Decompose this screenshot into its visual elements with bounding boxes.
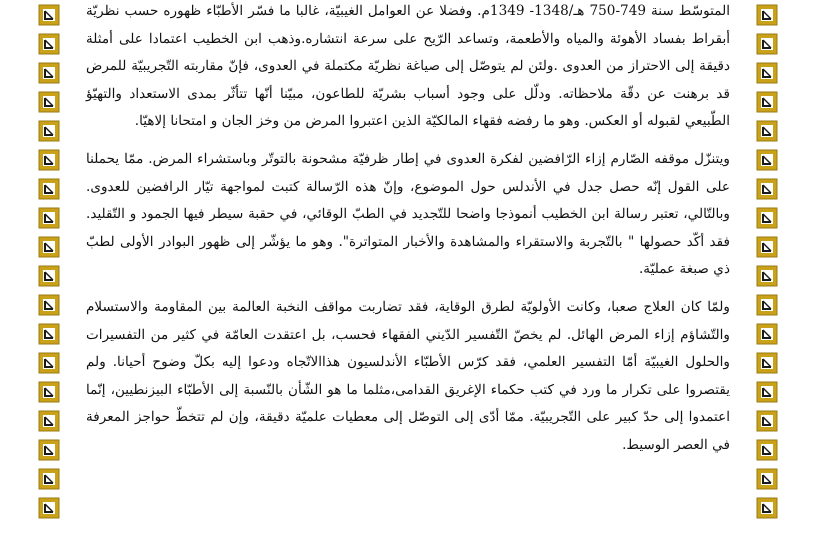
document-body bbox=[86, 0, 730, 470]
gold-square-corner-ornament-icon bbox=[756, 265, 778, 287]
gold-square-corner-ornament-icon bbox=[756, 236, 778, 258]
gold-square-corner-ornament-icon bbox=[756, 439, 778, 461]
gold-square-corner-ornament-icon bbox=[38, 381, 60, 403]
gold-square-corner-ornament-icon bbox=[756, 352, 778, 374]
gold-square-corner-ornament-icon bbox=[756, 120, 778, 142]
gold-square-corner-ornament-icon bbox=[756, 294, 778, 316]
gold-square-corner-ornament-icon bbox=[38, 178, 60, 200]
paragraph-1: المتوسّط سنة 749-750 هـ/1348- 1349م. وفضلا عن العوامل الغيبيّة، غالبا ما فسّر الأطبّاء ظهوره حسب نظريّة أبقراط بفساد الأهوئة والمياه والأطعمة، وتساعد الرّيح على سرعة انتشاره.وذهب ابن الخطيب اعتمادا على أمثلة دقيقة إلى الاحتراز من العدوى .ولئن لم يتوصّل إلى صياغة نظريّة مكتملة في العدوى، فإنّ مقاربته التّجريبيّة للمرض قد برهنت عن دقّة ملاحظاته. ودلّل على وجود أسباب بشريّة للطاعون، مبيّنا أنّها تتأثّر بمدى الاستعداد والتهيّؤ الطّبيعي لقبوله أو العكس. وهو ما رفضه فقهاء المالكيّة الذين اعتبروا المرض من وخز الجان و امتحانا إلاهيّا. bbox=[86, 3, 730, 130]
gold-square-corner-ornament-icon bbox=[38, 236, 60, 258]
gold-square-corner-ornament-icon bbox=[38, 323, 60, 345]
gold-square-corner-ornament-icon bbox=[38, 352, 60, 374]
paragraph-3: ولمّا كان العلاج صعبا، وكانت الأولويّة لطرق الوقاية، فقد تضاربت مواقف النخبة العالمة بين المقاومة والاستسلام والتّشاؤم إزاء المرض الهائل. لم يخصّ التّفسير الدّيني الفقهاء فحسب، بل اعتقدت العامّة في كثير من التفسيرات والحلول الغيبيّة أمّا التفسير العلمي، فقد كرّس الأطبّاء الأندلسيون هذاالاتّجاه ودعوا إليه بكلّ وضوح أحيانا. ولم يقتصروا على تكرار ما ورد في كتب حكماء الإغريق القدامى،مثلما ما هو الشّأن بالنّسبة إلى الأطبّاء البيزنطيين، إنّما اعتمدوا إلى حدّ كبير على التّجريبيّة. ممّا أدّى إلى التوصّل إلى معطيات علميّة دقيقة، وإن لم تتخطّ حواجز المعرفة في العصر الوسيط. bbox=[86, 298, 730, 453]
gold-square-corner-ornament-icon bbox=[38, 120, 60, 142]
gold-square-corner-ornament-icon bbox=[38, 410, 60, 432]
gold-square-corner-ornament-icon bbox=[38, 62, 60, 84]
gold-square-corner-ornament-icon bbox=[756, 178, 778, 200]
gold-square-corner-ornament-icon bbox=[38, 4, 60, 26]
gold-square-corner-ornament-icon bbox=[756, 468, 778, 490]
gold-square-corner-ornament-icon bbox=[756, 497, 778, 519]
left-ornament-border bbox=[36, 0, 62, 543]
paragraph-2: ويتنزّل موقفه الصّارم إزاء الرّافضين لفكرة العدوى في إطار ظرفيّة مشحونة بالتوتّر وباستشراء المرض. ممّا يحملنا على القول إنّه حصل جدل في الأندلس حول الموضوع، وإنّ هذه الرّسالة كتبت لمواجهة تيّار الرافضين للعدوى. وبالتّالي، تعتبر رسالة ابن الخطيب أنموذجا واضحا للتّجديد في الطبّ الوقائي، في حقبة سيطر فيها الجمود و التّقليد. فقد أكّد حصولها " بالتّجربة والاستقراء والمشاهدة والأخبار المتواترة". وهو ما يؤشّر إلى ظهور البوادر الأولى لطبّ ذي صبغة عمليّة. bbox=[86, 150, 730, 278]
gold-square-corner-ornament-icon bbox=[38, 207, 60, 229]
gold-square-corner-ornament-icon bbox=[38, 149, 60, 171]
gold-square-corner-ornament-icon bbox=[756, 381, 778, 403]
gold-square-corner-ornament-icon bbox=[38, 294, 60, 316]
gold-square-corner-ornament-icon bbox=[38, 91, 60, 113]
gold-square-corner-ornament-icon bbox=[38, 33, 60, 55]
gold-square-corner-ornament-icon bbox=[756, 62, 778, 84]
gold-square-corner-ornament-icon bbox=[38, 439, 60, 461]
gold-square-corner-ornament-icon bbox=[756, 323, 778, 345]
gold-square-corner-ornament-icon bbox=[756, 33, 778, 55]
gold-square-corner-ornament-icon bbox=[38, 468, 60, 490]
gold-square-corner-ornament-icon bbox=[756, 207, 778, 229]
gold-square-corner-ornament-icon bbox=[38, 265, 60, 287]
gold-square-corner-ornament-icon bbox=[756, 410, 778, 432]
gold-square-corner-ornament-icon bbox=[756, 4, 778, 26]
right-ornament-border bbox=[754, 0, 780, 543]
gold-square-corner-ornament-icon bbox=[38, 497, 60, 519]
gold-square-corner-ornament-icon bbox=[756, 149, 778, 171]
gold-square-corner-ornament-icon bbox=[756, 91, 778, 113]
